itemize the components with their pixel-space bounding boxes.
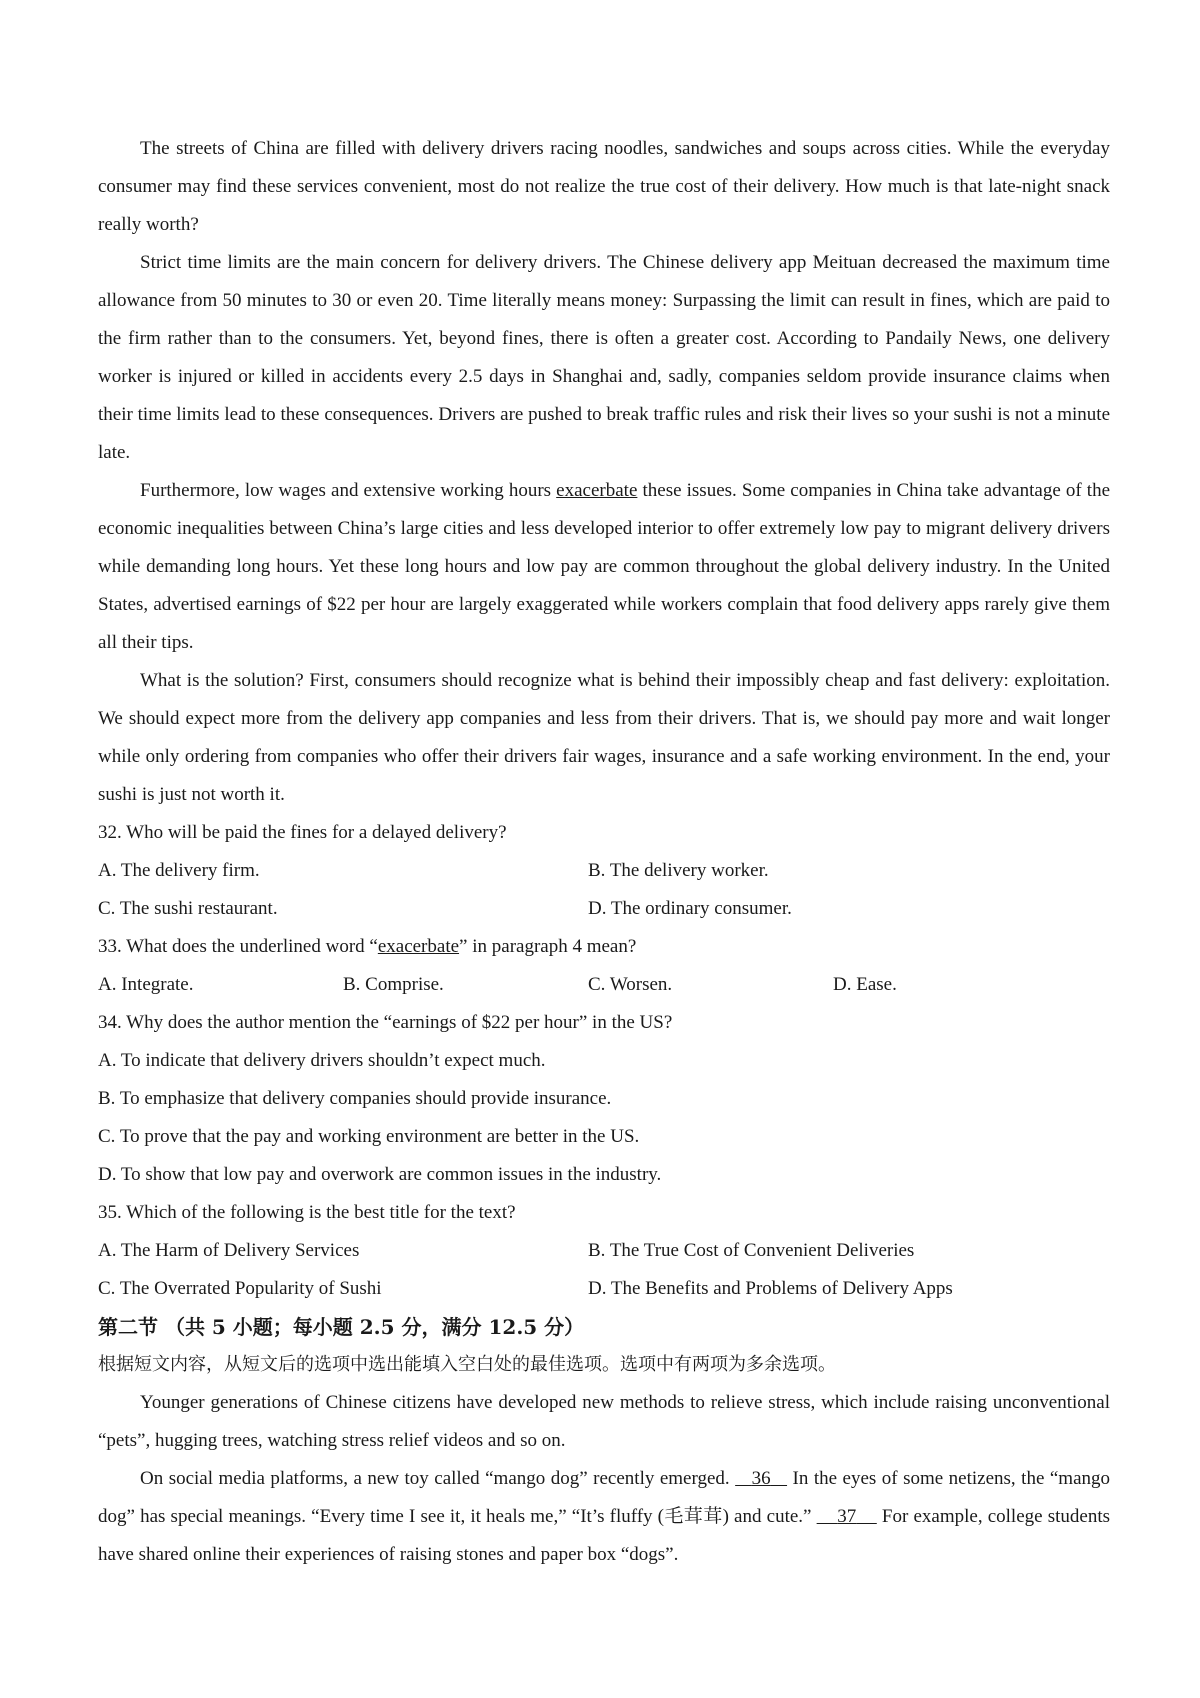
- option-c: C. The Overrated Popularity of Sushi: [98, 1278, 382, 1299]
- option-a: A. To indicate that delivery drivers shouldn’t expect much.: [98, 1050, 546, 1071]
- option-a: A. The Harm of Delivery Services: [98, 1240, 360, 1261]
- question-34-stem: 34. Why does the author mention the “earnings of $22 per hour” in the US?: [98, 1012, 673, 1033]
- blank-36: [735, 1468, 787, 1489]
- option-b: B. The delivery worker.: [588, 860, 769, 881]
- paragraph-text: For example, college students have shared online their experiences of raising stones and paper box “dogs”.: [98, 1506, 1110, 1565]
- option-a: A. The delivery firm.: [98, 860, 260, 881]
- question-35-stem: 35. Which of the following is the best title for the text?: [98, 1202, 516, 1223]
- option-c: C. The sushi restaurant.: [98, 898, 278, 919]
- stem-text-before: 33. What does the underlined word “: [98, 936, 378, 957]
- blank-37: [817, 1506, 877, 1527]
- passage-paragraph-3: [98, 472, 1110, 662]
- paragraph-text: On social media platforms, a new toy called “mango dog” recently emerged.: [140, 1468, 736, 1489]
- option-b: B. To emphasize that delivery companies should provide insurance.: [98, 1088, 612, 1109]
- option-c: C. Worsen.: [588, 974, 673, 995]
- passage-paragraph-2: Strict time limits are the main concern for delivery drivers. The Chinese delivery app Meituan decreased the maximum time allowance from 50 minutes to 30 or even 20. Time literally means money: Surpassing the limit can result in fines, which are paid to the firm rather than to the consumers. Yet, beyond fines, there is often a greater cost. According to Pandaily News, one delivery worker is injured or killed in accidents every 2.5 days in Shanghai and, sadly, companies seldom provide insurance claims when their time limits lead to these consequences. Drivers are pushed to break traffic rules and risk their lives so your sushi is not a minute late.: [98, 252, 1110, 463]
- option-d: D. To show that low pay and overwork are common issues in the industry.: [98, 1164, 662, 1185]
- passage-paragraph-4: What is the solution? First, consumers should recognize what is behind their impossibly cheap and fast delivery: exploitation. We should expect more from the delivery app companies and less from their drivers. That is, we should pay more and wait longer while only ordering from companies who offer their drivers fair wages, insurance and a safe working environment. In the end, your sushi is just not worth it.: [98, 670, 1110, 805]
- blank-number: 37: [837, 1506, 857, 1527]
- exam-page: [98, 130, 1110, 1574]
- question-32-stem: 32. Who will be paid the fines for a delayed delivery?: [98, 822, 507, 843]
- passage-paragraph-1: The streets of China are filled with delivery drivers racing noodles, sandwiches and soups across cities. While the everyday consumer may find these services convenient, most do not realize the true cost of their delivery. How much is that late-night snack really worth?: [98, 138, 1110, 235]
- question-33-options: [98, 966, 1110, 1004]
- paragraph-3-text-before: Furthermore, low wages and extensive working hours: [140, 480, 557, 501]
- option-b: B. The True Cost of Convenient Deliveries: [588, 1240, 915, 1261]
- option-c: C. To prove that the pay and working environment are better in the US.: [98, 1126, 640, 1147]
- option-d: D. Ease.: [833, 974, 897, 995]
- option-d: D. The Benefits and Problems of Delivery Apps: [588, 1278, 953, 1299]
- section-2-heading: 第二节 （共 5 小题；每小题 2.5 分，满分 12.5 分）: [98, 1315, 585, 1339]
- section-2-paragraph-1: Younger generations of Chinese citizens have developed new methods to relieve stress, which include raising unconventional “pets”, hugging trees, watching stress relief videos and so on.: [98, 1392, 1110, 1451]
- question-32-options: [98, 852, 1110, 928]
- underlined-word: exacerbate: [377, 936, 460, 957]
- option-a: A. Integrate.: [98, 974, 194, 995]
- option-b: B. Comprise.: [343, 974, 444, 995]
- option-d: D. The ordinary consumer.: [588, 898, 792, 919]
- stem-text-after: ” in paragraph 4 mean?: [459, 936, 637, 957]
- paragraph-3-text-after: these issues. Some companies in China take advantage of the economic inequalities between China’s large cities and less developed interior to offer extremely low pay to migrant delivery drivers while demanding long hours. Yet these long hours and low pay are common throughout the global delivery industry. In the United States, advertised earnings of $22 per hour are largely exaggerated while workers complain that food delivery apps rarely give them all their tips.: [98, 480, 1111, 653]
- section-2-instruction: 根据短文内容，从短文后的选项中选出能填入空白处的最佳选项。选项中有两项为多余选项。: [98, 1354, 836, 1375]
- blank-number: 36: [751, 1468, 771, 1489]
- question-33-stem: [98, 928, 1110, 966]
- question-35-options: [98, 1232, 1110, 1308]
- paragraph-text: In the eyes of some netizens, the “mango dog” has special meanings. “Every time I see it, it heals me,” “It’s fluffy (毛茸茸) and cute.”: [98, 1468, 1111, 1527]
- underlined-word: exacerbate: [556, 480, 638, 501]
- section-2-paragraph-2: [98, 1460, 1110, 1574]
